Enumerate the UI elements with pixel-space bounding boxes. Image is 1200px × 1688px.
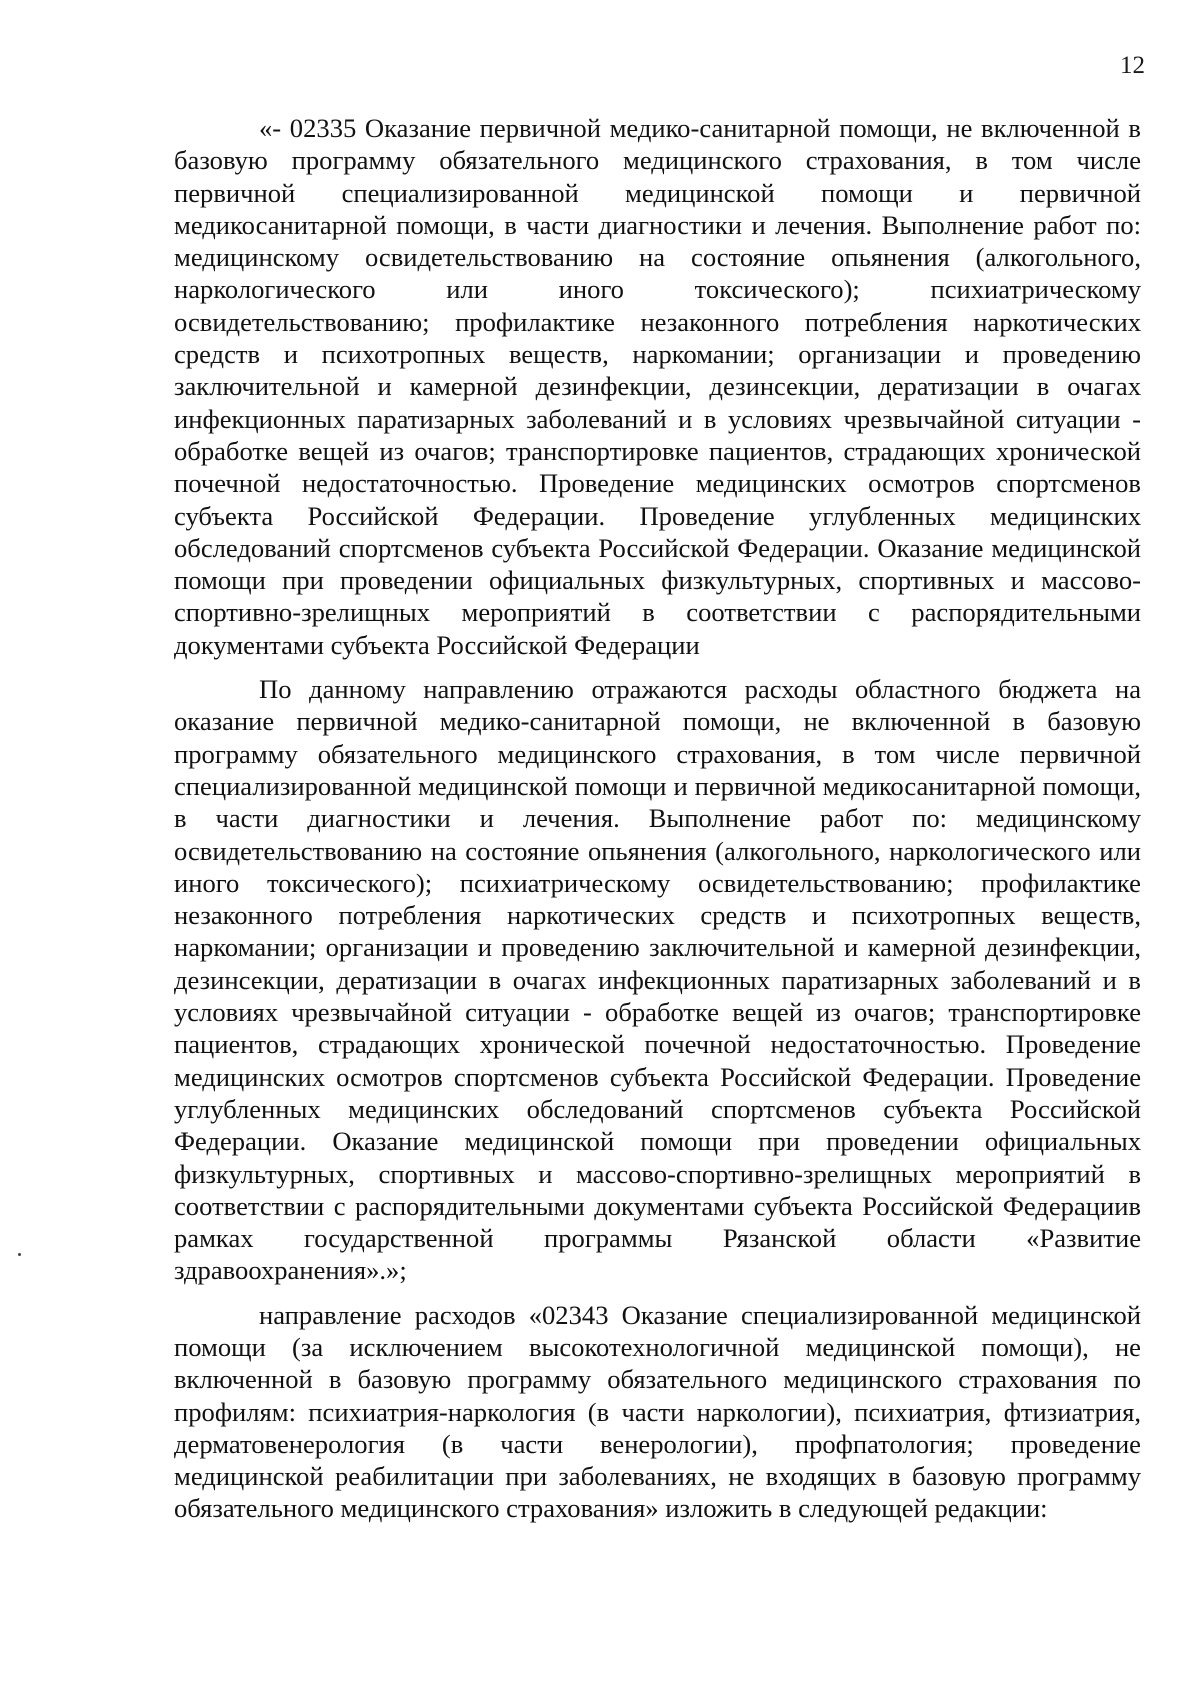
page-number: 12	[1120, 52, 1145, 79]
document-body	[174, 112, 1141, 1537]
scan-artifact-dot	[18, 1253, 21, 1256]
paragraph-expense-description: По данному направлению отражаются расходы областного бюджета на оказание первичной медико-санитарной помощи, не включенной в базовую программу обязательного медицинского страхования, в том числе первичной специализированной медицинской помощи и первичной медикосанитарной помощи, в части диагностики и лечения. Выполнение работ по: медицинскому освидетельствованию на состояние опьянения (алкогольного, наркологического или иного токсического); психиатрическому освидетельствованию; профилактике незаконного потребления наркотических средств и психотропных веществ, наркомании; организации и проведению заключительной и камерной дезинфекции, дезинсекции, дератизации в очагах инфекционных паратизарных заболеваний и в условиях чрезвычайной ситуации - обработке вещей из очагов; транспортировке пациентов, страдающих хронической почечной недостаточностью. Проведение медицинских осмотров спортсменов субъекта Российской Федерации. Проведение углубленных медицинских обследований спортсменов субъекта Российской Федерации. Оказание медицинской помощи при проведении официальных физкультурных, спортивных и массово-спортивно-зрелищных мероприятий в соответствии с распорядительными документами субъекта Российской Федерациив рамках государственной программы Рязанской области «Развитие здравоохранения».»;	[174, 674, 1141, 1286]
paragraph-budget-code-02343: направление расходов «02343 Оказание специализированной медицинской помощи (за исключением высокотехнологичной медицинской помощи), не включенной в базовую программу обязательного медицинского страхования по профилям: психиатрия-наркология (в части наркологии), психиатрия, фтизиатрия, дерматовенерология (в части венерологии), профпатология; проведение медицинской реабилитации при заболеваниях, не входящих в базовую программу обязательного медицинского страхования» изложить в следующей редакции:	[174, 1299, 1141, 1524]
paragraph-budget-code-02335: «- 02335 Оказание первичной медико-санитарной помощи, не включенной в базовую программу обязательного медицинского страхования, в том числе первичной специализированной медицинской помощи и первичной медикосанитарной помощи, в части диагностики и лечения. Выполнение работ по: медицинскому освидетельствованию на состояние опьянения (алкогольного, наркологического или иного токсического); психиатрическому освидетельствованию; профилактике незаконного потребления наркотических средств и психотропных веществ, наркомании; организации и проведению заключительной и камерной дезинфекции, дезинсекции, дератизации в очагах инфекционных паратизарных заболеваний и в условиях чрезвычайной ситуации - обработке вещей из очагов; транспортировке пациентов, страдающих хронической почечной недостаточностью. Проведение медицинских осмотров спортсменов субъекта Российской Федерации. Проведение углубленных медицинских обследований спортсменов субъекта Российской Федерации. Оказание медицинской помощи при проведении официальных физкультурных, спортивных и массово-спортивно-зрелищных мероприятий в соответствии с распорядительными документами субъекта Российской Федерации	[174, 113, 1141, 660]
